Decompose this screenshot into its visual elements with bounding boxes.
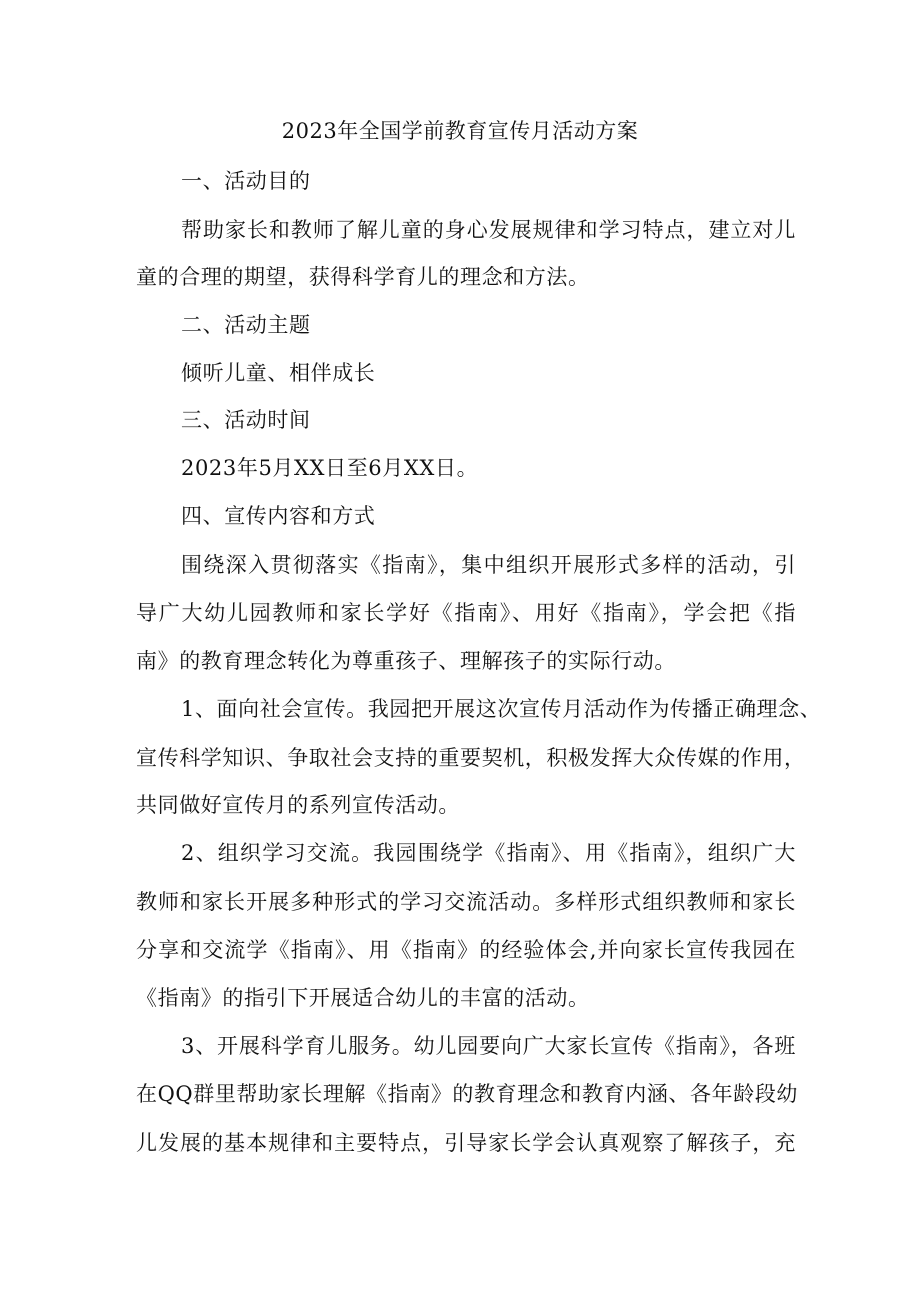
- paragraph-line: 在QQ群里帮助家长理解《指南》的教育理念和教育内涵、各年龄段幼: [136, 1082, 799, 1106]
- paragraph-line: 教师和家长开展多种形式的学习交流活动。多样形式组织教师和家长: [136, 890, 796, 914]
- paragraph-line: 分享和交流学《指南》、用《指南》的经验体会,并向家长宣传我园在: [136, 938, 796, 962]
- section-heading-time: 三、活动时间: [181, 408, 311, 432]
- paragraph-line: 1、面向社会宣传。我园把开展这次宣传月活动作为传播正确理念、: [181, 697, 822, 721]
- paragraph-line: 宣传科学知识、争取社会支持的重要契机，积极发挥大众传媒的作用，: [136, 746, 806, 770]
- paragraph-line: 3、开展科学育儿服务。幼儿园要向广大家长宣传《指南》，各班: [181, 1034, 796, 1058]
- paragraph-line: 2023年5月XX日至6月XX日。: [181, 456, 479, 480]
- section-heading-content: 四、宣传内容和方式: [181, 504, 376, 528]
- paragraph-line: 共同做好宣传月的系列宣传活动。: [136, 793, 460, 817]
- paragraph-line: 《指南》的指引下开展适合幼儿的丰富的活动。: [136, 986, 590, 1010]
- paragraph-line: 围绕深入贯彻落实《指南》，集中组织开展形式多样的活动，引: [181, 553, 796, 577]
- paragraph-line: 帮助家长和教师了解儿童的身心发展规律和学习特点，建立对儿: [181, 218, 796, 242]
- paragraph-line: 儿发展的基本规律和主要特点，引导家长学会认真观察了解孩子，充: [136, 1131, 796, 1155]
- paragraph-line: 童的合理的期望，获得科学育儿的理念和方法。: [136, 265, 590, 289]
- paragraph-line: 2、组织学习交流。我园围绕学《指南》、用《指南》，组织广大: [181, 841, 796, 865]
- paragraph-line: 倾听儿童、相伴成长: [181, 361, 376, 385]
- section-heading-purpose: 一、活动目的: [181, 169, 311, 193]
- paragraph-line: 南》的教育理念转化为尊重孩子、理解孩子的实际行动。: [136, 649, 676, 673]
- paragraph-line: 导广大幼儿园教师和家长学好《指南》、用好《指南》，学会把《指: [136, 601, 796, 625]
- section-heading-theme: 二、活动主题: [181, 313, 311, 337]
- document-title: 2023年全国学前教育宣传月活动方案: [281, 119, 639, 143]
